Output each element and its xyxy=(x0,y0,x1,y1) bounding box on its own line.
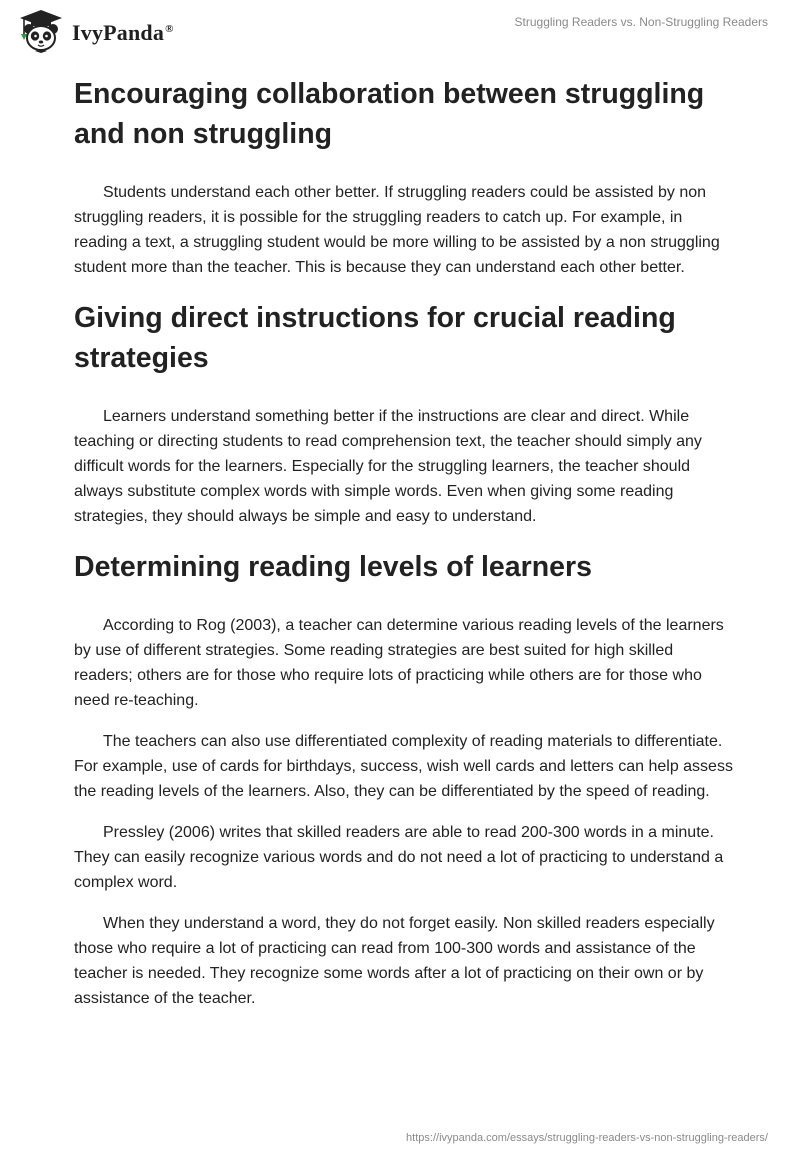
section-heading: Encouraging collaboration between struggling and non struggling xyxy=(74,78,705,150)
paragraph: Students understand each other better. If struggling readers could be assisted by non struggling readers, it is possible for the struggling readers to catch up. For example, in reading a text, a struggling student would be more willing to be assisted by a non struggling student more than the teacher. This is because they can understand each other better. xyxy=(74,184,720,276)
paragraph: Pressley (2006) writes that skilled readers are able to read 200-300 words in a minute. They can easily recognize various words and do not need a lot of practicing to understand a complex word. xyxy=(74,824,724,891)
page-header xyxy=(0,0,800,64)
essay-content xyxy=(74,70,734,1011)
section-heading: Giving direct instructions for crucial reading strategies xyxy=(74,302,676,374)
brand-name xyxy=(72,20,174,46)
panda-graduate-icon xyxy=(16,8,66,54)
running-title: Struggling Readers vs. Non-Struggling Readers xyxy=(514,15,768,29)
paragraph: The teachers can also use differentiated complexity of reading materials to differentiate. For example, use of cards for birthdays, success, wish well cards and letters can help assess the reading levels of the learners. Also, they can be differentiated by the speed of reading. xyxy=(74,733,733,800)
ivypanda-logo[interactable] xyxy=(16,8,174,54)
paragraph: Learners understand something better if the instructions are clear and direct. While teaching or directing students to read comprehension text, the teacher should simply any difficult words for the learners. Especially for the struggling learners, the teacher should always substitute complex words with simple words. Even when giving some reading strategies, they should always be simple and easy to understand. xyxy=(74,408,702,525)
brand-label: IvyPanda xyxy=(72,20,165,45)
source-url-link[interactable]: https://ivypanda.com/essays/struggling-readers-vs-non-struggling-readers/ xyxy=(406,1132,768,1144)
section-heading: Determining reading levels of learners xyxy=(74,551,592,583)
paragraph: According to Rog (2003), a teacher can determine various reading levels of the learners by use of different strategies. Some reading strategies are best suited for high skilled readers; others are for those who require lots of practicing while others are for those who need re-teaching. xyxy=(74,617,724,709)
paragraph: When they understand a word, they do not forget easily. Non skilled readers especially those who require a lot of practicing can read from 100-300 words and assistance of the teacher is needed. They recognize some words after a lot of practicing on their own or by assistance of the teacher. xyxy=(74,915,715,1007)
registered-mark: ® xyxy=(165,22,174,35)
